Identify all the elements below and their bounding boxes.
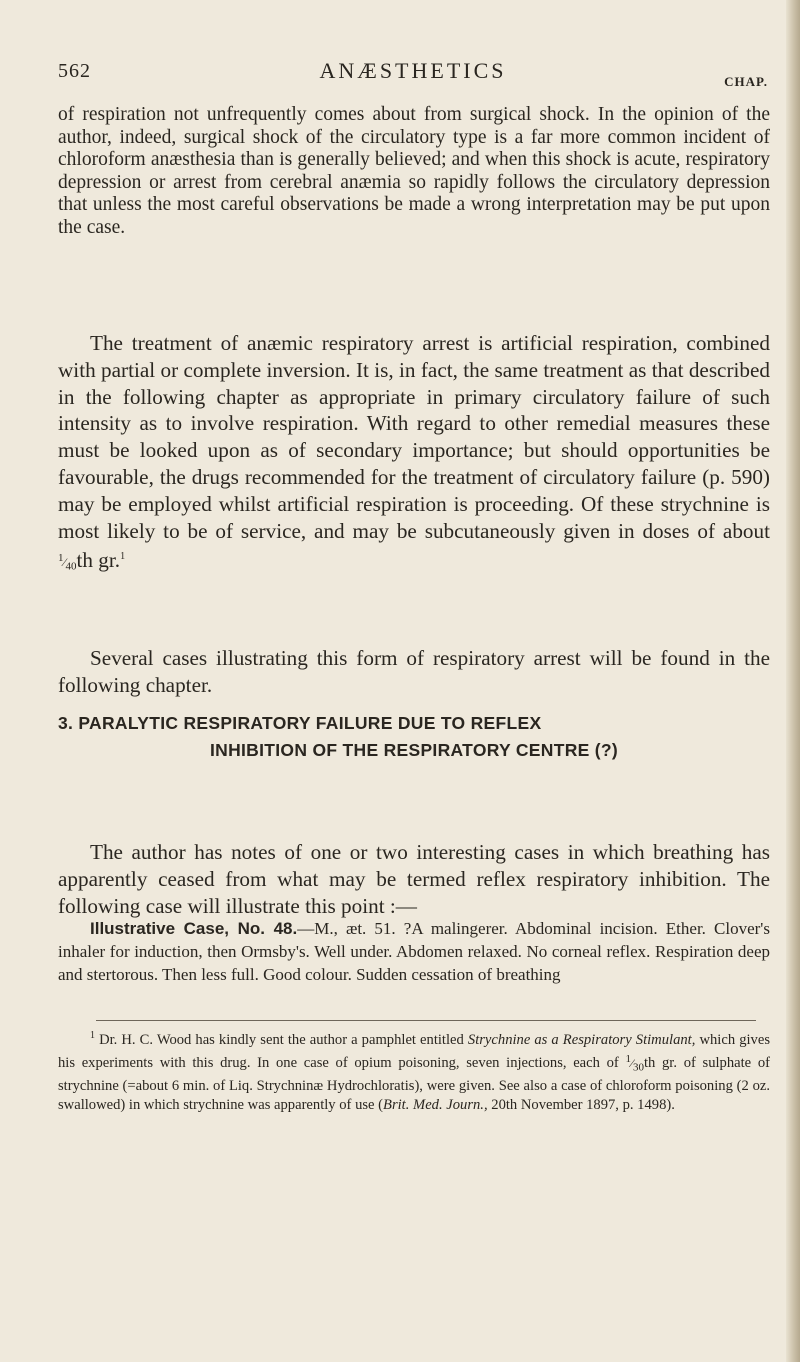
- page-number: 562: [58, 60, 91, 82]
- footnote-fraction: $^1⁄_{30}$: [625, 1052, 644, 1074]
- footnote-text-4: 20th November 1897, p. 1498).: [491, 1097, 675, 1114]
- illustrative-case: [58, 917, 770, 986]
- paragraph-treatment: [58, 330, 770, 580]
- paragraph-cases-note: Several cases illustrating this form of respiratory arrest will be found in the following chapter.: [58, 646, 770, 697]
- footnote-divider: [96, 1020, 756, 1021]
- running-title: ANÆSTHETICS: [319, 58, 507, 83]
- section-heading: [58, 710, 770, 764]
- footnote: [58, 1026, 770, 1115]
- case-text: —M., æt. 51. ?A malingerer. Abdominal incision. Ether. Clover's inhaler for induction, then Ormsby's. Well under. Abdomen relaxed. No corneal reflex. Respiration deep and stertorous. Then less full. Good colour. Sudden cessation of breathing: [58, 919, 770, 984]
- footnote-marker: 1: [90, 1030, 95, 1041]
- paragraph-shock: of respiration not unfrequently comes about from surgical shock. In the opinion of the author, indeed, surgical shock of the circulatory type is a far more common incident of chloroform anæsthesia than is generally believed; and when this shock is acute, respiratory depression or arrest from cerebral anæmia so rapidly follows the circulatory depression that unless the most careful observations be made a wrong interpretation may be put upon the case.: [58, 104, 770, 238]
- section-heading-line2: INHIBITION OF THE RESPIRATORY CENTRE (?): [209, 740, 619, 760]
- footnote-pamphlet-title: Strychnine as a Respiratory Stimulant,: [467, 1031, 696, 1048]
- footnote-text-2: which gives his experiments with this drug. In one case of opium poisoning, seven injections, each of: [58, 1031, 770, 1071]
- page-header: [58, 58, 768, 94]
- dose-unit: th gr.: [76, 548, 121, 573]
- section-heading-line1: 3. PARALYTIC RESPIRATORY FAILURE DUE TO REFLEX: [58, 713, 542, 733]
- footnote-reference: 1: [120, 551, 126, 563]
- footnote-journal: Brit. Med. Journ.,: [383, 1097, 488, 1114]
- paragraph-treatment-text: The treatment of anæmic respiratory arrest is artificial respiration, combined with partial or complete inversion. It is, in fact, the same treatment as that described in the following chapter as appropriate in primary circulatory failure of such intensity as to involve respiration. With regard to other remedial measures these must be looked upon as of secondary importance; but should opportunities be favourable, the drugs recommended for the treatment of circulatory failure (p. 590) may be employed whilst artificial respiration is proceeding. Of these strychnine is most likely to be of service, and may be subcutaneously given in doses of about: [58, 331, 770, 543]
- footnote-text-1: Dr. H. C. Wood has kindly sent the author a pamphlet entitled: [99, 1031, 464, 1048]
- chapter-mark: CHAP.: [724, 74, 768, 89]
- case-heading: Illustrative Case, No. 48.: [90, 919, 298, 938]
- paragraph-reflex-inhibition: The author has notes of one or two interesting cases in which breathing has apparently ceased from what may be termed reflex respiratory inhibition. The following case will illustrate this point :—: [58, 840, 770, 918]
- footnote-text-3: th gr. of sulphate of strychnine (=about 6 min. of Liq. Strychninæ Hydrochloratis), were given. See also a case of chloroform poisoning (2 oz. swallowed) in which strychnine was apparently of use (: [58, 1054, 770, 1114]
- dose-fraction: $^1⁄_{40}$: [58, 551, 77, 573]
- page-edge-shadow: [786, 0, 800, 1362]
